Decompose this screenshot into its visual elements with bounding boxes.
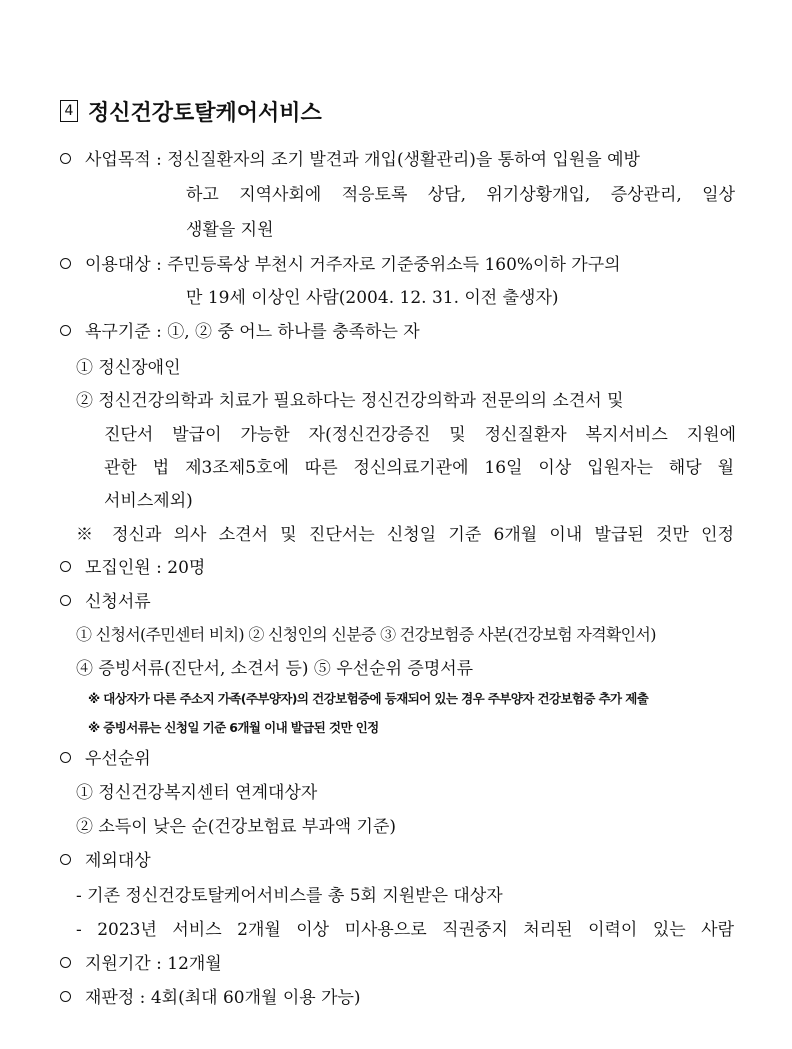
recruit-label: 모집인원 bbox=[85, 558, 151, 578]
period-row bbox=[60, 952, 222, 976]
documents-line1: ① 신청서(주민센터 비치) ② 신청인의 신분증 ③ 건강보험증 사본(건강보험 자격확인서) bbox=[76, 625, 656, 644]
recruit-text: 20명 bbox=[167, 558, 206, 578]
priority-item-2: ② 소득이 낮은 순(건강보험료 부과액 기준) bbox=[76, 817, 397, 837]
target-text-line1: 주민등록상 부천시 거주자로 기준중위소득 160%이하 가구의 bbox=[167, 255, 621, 275]
section-heading bbox=[60, 96, 322, 126]
rejudge-row bbox=[60, 986, 361, 1010]
circle-bullet-icon bbox=[60, 561, 71, 572]
section-number-box: 4 bbox=[60, 100, 78, 122]
colon: : bbox=[150, 954, 168, 974]
colon: : bbox=[150, 322, 168, 342]
circle-bullet-icon bbox=[60, 957, 71, 968]
criteria-item-2-line1: ② 정신건강의학과 치료가 필요하다는 정신건강의학과 전문의의 소견서 및 bbox=[76, 391, 624, 411]
circle-bullet-icon bbox=[60, 854, 71, 865]
criteria-item-1: ① 정신장애인 bbox=[76, 358, 181, 378]
exclusion-label: 제외대상 bbox=[85, 851, 151, 871]
purpose-row bbox=[60, 148, 640, 172]
exclusion-row bbox=[60, 849, 151, 873]
purpose-text-line1: 정신질환자의 조기 발견과 개입(생활관리)을 통하여 입원을 예방 bbox=[167, 150, 640, 170]
period-label: 지원기간 bbox=[85, 954, 151, 974]
target-row bbox=[60, 253, 621, 277]
circle-bullet-icon bbox=[60, 325, 71, 336]
priority-row bbox=[60, 747, 151, 771]
circle-bullet-icon bbox=[60, 258, 71, 269]
circle-bullet-icon bbox=[60, 595, 71, 606]
criteria-item-2-line2: 진단서 발급이 가능한 자(정신건강증진 및 정신질환자 복지서비스 지원에 bbox=[104, 425, 736, 445]
criteria-row bbox=[60, 320, 420, 344]
rejudge-label: 재판정 bbox=[85, 988, 135, 1008]
circle-bullet-icon bbox=[60, 752, 71, 763]
documents-line2: ④ 증빙서류(진단서, 소견서 등) ⑤ 우선순위 증명서류 bbox=[76, 659, 474, 679]
period-text: 12개월 bbox=[167, 954, 222, 974]
section-title: 정신건강토탈케어서비스 bbox=[88, 100, 322, 126]
purpose-text-line2: 하고 지역사회에 적응토록 상담, 위기상황개입, 증상관리, 일상 bbox=[186, 185, 735, 205]
colon: : bbox=[150, 255, 168, 275]
priority-label: 우선순위 bbox=[85, 749, 151, 769]
recruit-row bbox=[60, 556, 205, 580]
target-text-line2: 만 19세 이상인 사람(2004. 12. 31. 이전 출생자) bbox=[186, 288, 559, 308]
criteria-note: ※ 정신과 의사 소견서 및 진단서는 신청일 기준 6개월 이내 발급된 것만 인정 bbox=[76, 525, 734, 545]
criteria-item-2-line3: 관한 법 제3조제5호에 따른 정신의료기관에 16일 이상 입원자는 해당 월 bbox=[104, 458, 734, 478]
colon: : bbox=[150, 558, 168, 578]
target-label: 이용대상 bbox=[85, 255, 151, 275]
exclusion-item-2: - 2023년 서비스 2개월 이상 미사용으로 직권중지 처리된 이력이 있는 사람 bbox=[76, 920, 734, 940]
purpose-label: 사업목적 bbox=[85, 150, 151, 170]
rejudge-text: 4회(최대 60개월 이용 가능) bbox=[150, 988, 361, 1008]
circle-bullet-icon bbox=[60, 991, 71, 1002]
documents-note-1: ※ 대상자가 다른 주소지 가족(주부양자)의 건강보험증에 등재되어 있는 경우 주부양자 건강보험증 추가 제출 bbox=[88, 691, 649, 706]
criteria-text: ①, ② 중 어느 하나를 충족하는 자 bbox=[167, 322, 420, 342]
criteria-label: 욕구기준 bbox=[85, 322, 151, 342]
colon: : bbox=[134, 988, 151, 1008]
purpose-text-line3: 생활을 지원 bbox=[186, 220, 274, 240]
criteria-item-2-line4: 서비스제외) bbox=[104, 491, 193, 511]
documents-row bbox=[60, 590, 151, 614]
documents-label: 신청서류 bbox=[85, 592, 151, 612]
priority-item-1: ① 정신건강복지센터 연계대상자 bbox=[76, 783, 318, 803]
colon: : bbox=[150, 150, 168, 170]
circle-bullet-icon bbox=[60, 153, 71, 164]
documents-note-2: ※ 증빙서류는 신청일 기준 6개월 이내 발급된 것만 인정 bbox=[88, 720, 379, 735]
exclusion-item-1: - 기존 정신건강토탈케어서비스를 총 5회 지원받은 대상자 bbox=[76, 886, 503, 906]
